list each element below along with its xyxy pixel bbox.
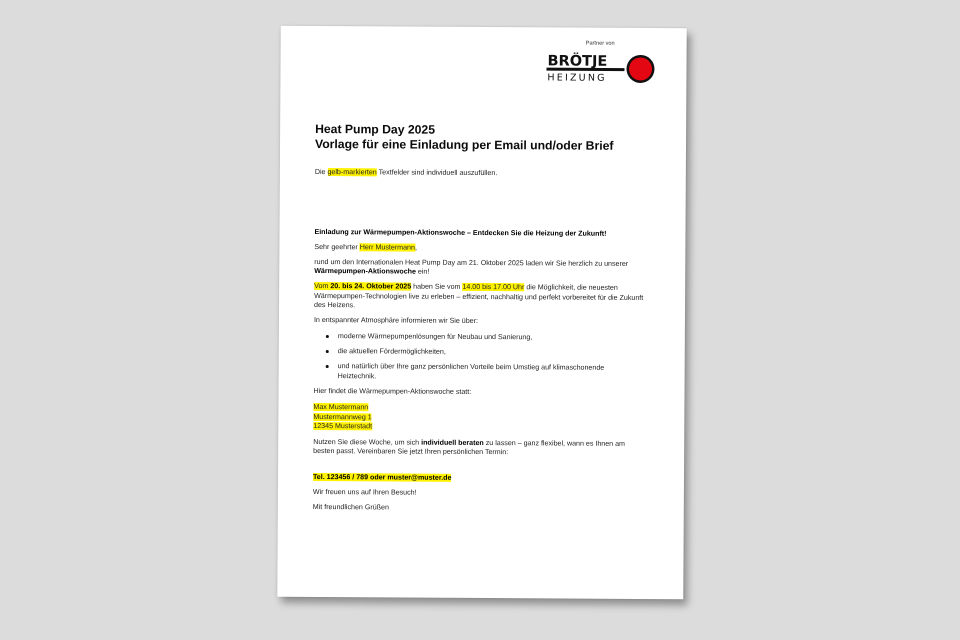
paragraph-5: Nutzen Sie diese Woche, um sich individuell beraten zu lassen – ganz flexibel, wann es Ihnen am besten passt. Vereinbaren Sie jetzt Ihren persönlichen Termin: bbox=[313, 437, 625, 457]
closing-1: Wir freuen uns auf Ihren Besuch! bbox=[312, 487, 417, 497]
document-page bbox=[277, 26, 686, 599]
partner-label: Partner von bbox=[585, 40, 615, 47]
address-block bbox=[313, 403, 643, 434]
title-line-1: Heat Pump Day 2025 bbox=[315, 121, 436, 137]
address-street: Mustermannweg 1 bbox=[313, 412, 372, 422]
title bbox=[315, 122, 645, 154]
list-item: und natürlich über Ihre ganz persönlichen Vorteile beim Umstieg auf klimaschonende Heiztechnik. bbox=[314, 362, 644, 383]
intro-text: Die gelb-markierten Textfelder sind individuell auszufüllen. bbox=[314, 167, 498, 178]
paragraph-2: Vom 20. bis 24. Oktober 2025 haben Sie vom 14.00 bis 17.00 Uhr die Möglichkeit, die neuesten Wärmepumpen-Technologien live zu erleben – effizient, nachhaltig und perfekt vorbereitet für die Zukunft des Heizens. bbox=[314, 282, 644, 310]
contact-details: Tel. 123456 / 789 oder muster@muster.de bbox=[312, 472, 452, 482]
event-hours: 14.00 bis 17.00 Uhr bbox=[462, 283, 525, 292]
closing-2: Mit freundlichen Grüßen bbox=[312, 503, 389, 512]
list-item: moderne Wärmepumpenlösungen für Neubau und Sanierung, bbox=[314, 332, 644, 343]
paragraph-3: In entspannter Atmosphäre informieren wir Sie über: bbox=[313, 316, 479, 326]
list-item: die aktuellen Fördermöglichkeiten, bbox=[314, 347, 644, 358]
title-line-2: Vorlage für eine Einladung per Email und/oder Brief bbox=[314, 136, 614, 153]
subject-line: Einladung zur Wärmepumpen-Aktionswoche – Entdecken Sie die Heizung der Zukunft! bbox=[314, 228, 607, 239]
greeting: Sehr geehrter Herr Mustermann, bbox=[314, 242, 417, 252]
bullet-list bbox=[314, 332, 644, 383]
paragraph-1: rund um den Internationalen Heat Pump Day am 21. Oktober 2025 laden wir Sie herzlich zu unserer Wärmepumpen-Aktionswoche ein! bbox=[314, 257, 629, 276]
logo-bottom-text: HEIZUNG bbox=[547, 72, 607, 84]
highlight-example: gelb-markierten bbox=[327, 168, 377, 177]
event-dates: 20. bis 24. Oktober 2025 bbox=[330, 282, 412, 292]
address-city: 12345 Musterstadt bbox=[313, 422, 373, 431]
paragraph-4: Hier findet die Wärmepumpen-Aktionswoche statt: bbox=[313, 386, 472, 396]
address-name: Max Mustermann bbox=[313, 403, 369, 412]
logo-top-text: BRÖTJE bbox=[547, 53, 608, 70]
contact-line bbox=[313, 473, 643, 484]
broetje-logo bbox=[544, 52, 656, 87]
recipient-name: Herr Mustermann bbox=[359, 242, 415, 252]
document-content bbox=[313, 122, 645, 514]
